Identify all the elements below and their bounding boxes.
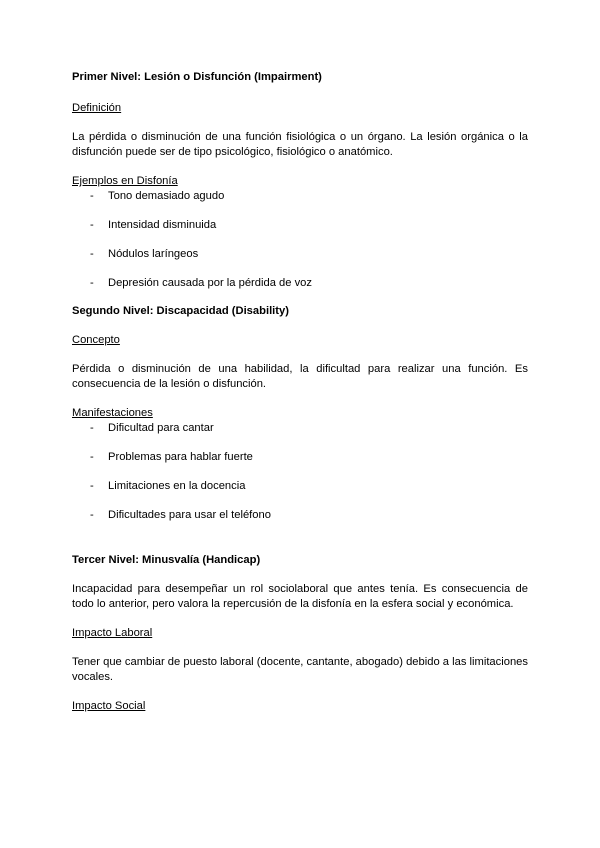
subheading-impacto-social: Impacto Social [72,700,146,712]
list-item: - Intensidad disminuida [90,219,217,231]
section-heading-tercer-nivel: Tercer Nivel: Minusvalía (Handicap) [72,554,261,566]
list-item: - Dificultad para cantar [90,422,214,434]
bullet-dash: - [90,248,94,260]
paragraph-minusvalia: Incapacidad para desempeñar un rol sociolaboral que antes tenía. Es consecuencia de todo lo anterior, pero valora la repercusión de la disfonía en la esfera social y económica. [72,583,528,610]
list-item: - Depresión causada por la pérdida de voz [90,277,312,289]
paragraph-definicion: La pérdida o disminución de una función fisiológica o un órgano. La lesión orgánica o la disfunción puede ser de tipo psicológico, fisiológico o anatómico. [72,131,528,158]
list-item: - Tono demasiado agudo [90,190,225,202]
bullet-dash: - [90,451,94,463]
subheading-impacto-laboral: Impacto Laboral [72,627,153,639]
bullet-list-ejemplos [72,189,528,291]
list-item: - Limitaciones en la docencia [90,480,246,492]
subheading-manifestaciones: Manifestaciones [72,407,153,419]
bullet-list-manifestaciones [72,421,528,523]
section-heading-primer-nivel: Primer Nivel: Lesión o Disfunción (Impairment) [72,71,322,83]
list-item: - Nódulos laríngeos [90,248,199,260]
section-heading-segundo-nivel: Segundo Nivel: Discapacidad (Disability) [72,305,289,317]
bullet-dash: - [90,422,94,434]
document-page [72,70,528,714]
list-item: - Problemas para hablar fuerte [90,451,253,463]
subheading-definicion: Definición [72,102,122,114]
subheading-concepto: Concepto [72,334,120,346]
bullet-dash: - [90,219,94,231]
paragraph-concepto: Pérdida o disminución de una habilidad, la dificultad para realizar una función. Es consecuencia de la lesión o disfunción. [72,363,528,390]
bullet-dash: - [90,190,94,202]
subheading-ejemplos: Ejemplos en Disfonía [72,175,178,187]
paragraph-impacto-laboral: Tener que cambiar de puesto laboral (docente, cantante, abogado) debido a las limitaciones vocales. [72,656,528,683]
bullet-dash: - [90,480,94,492]
bullet-dash: - [90,509,94,521]
list-item: - Dificultades para usar el teléfono [90,509,271,521]
bullet-dash: - [90,277,94,289]
